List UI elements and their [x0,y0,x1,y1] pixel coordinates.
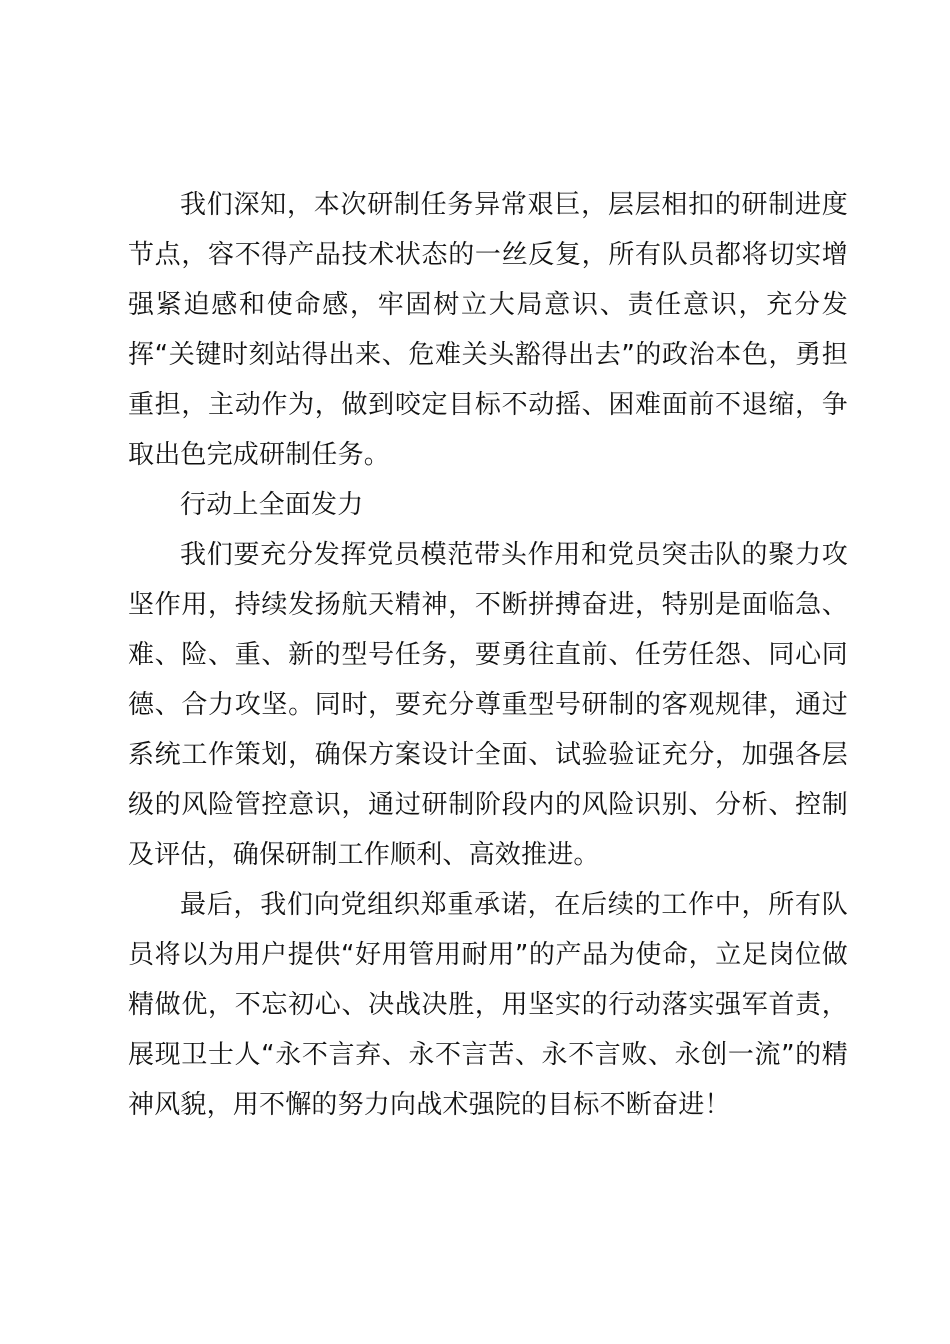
paragraph-commitment: 我们深知，本次研制任务异常艰巨，层层相扣的研制进度节点，容不得产品技术状态的一丝反复，所有队员都将切实增强紧迫感和使命感，牢固树立大局意识、责任意识，充分发挥“关键时刻站得出来、危难关头豁得出去”的政治本色，勇担重担，主动作为，做到咬定目标不动摇、困难面前不退缩，争取出色完成研制任务。 [128,190,848,470]
section-heading-action: 行动上全面发力 [180,490,364,520]
paragraph-action: 我们要充分发挥党员模范带头作用和党员突击队的聚力攻坚作用，持续发扬航天精神，不断拼搏奋进，特别是面临急、难、险、重、新的型号任务，要勇往直前、任劳任怨、同心同德、合力攻坚。同时，要充分尊重型号研制的客观规律，通过系统工作策划，确保方案设计全面、试验验证充分，加强各层级的风险管控意识，通过研制阶段内的风险识别、分析、控制及评估，确保研制工作顺利、高效推进。 [128,540,848,870]
document-body [128,180,848,1130]
paragraph-conclusion: 最后，我们向党组织郑重承诺，在后续的工作中，所有队员将以为用户提供“好用管用耐用”的产品为使命，立足岗位做精做优，不忘初心、决战决胜，用坚实的行动落实强军首责，展现卫士人“永不言弃、永不言苦、永不言败、永创一流”的精神风貌，用不懈的努力向战术强院的目标不断奋进！ [128,890,848,1120]
